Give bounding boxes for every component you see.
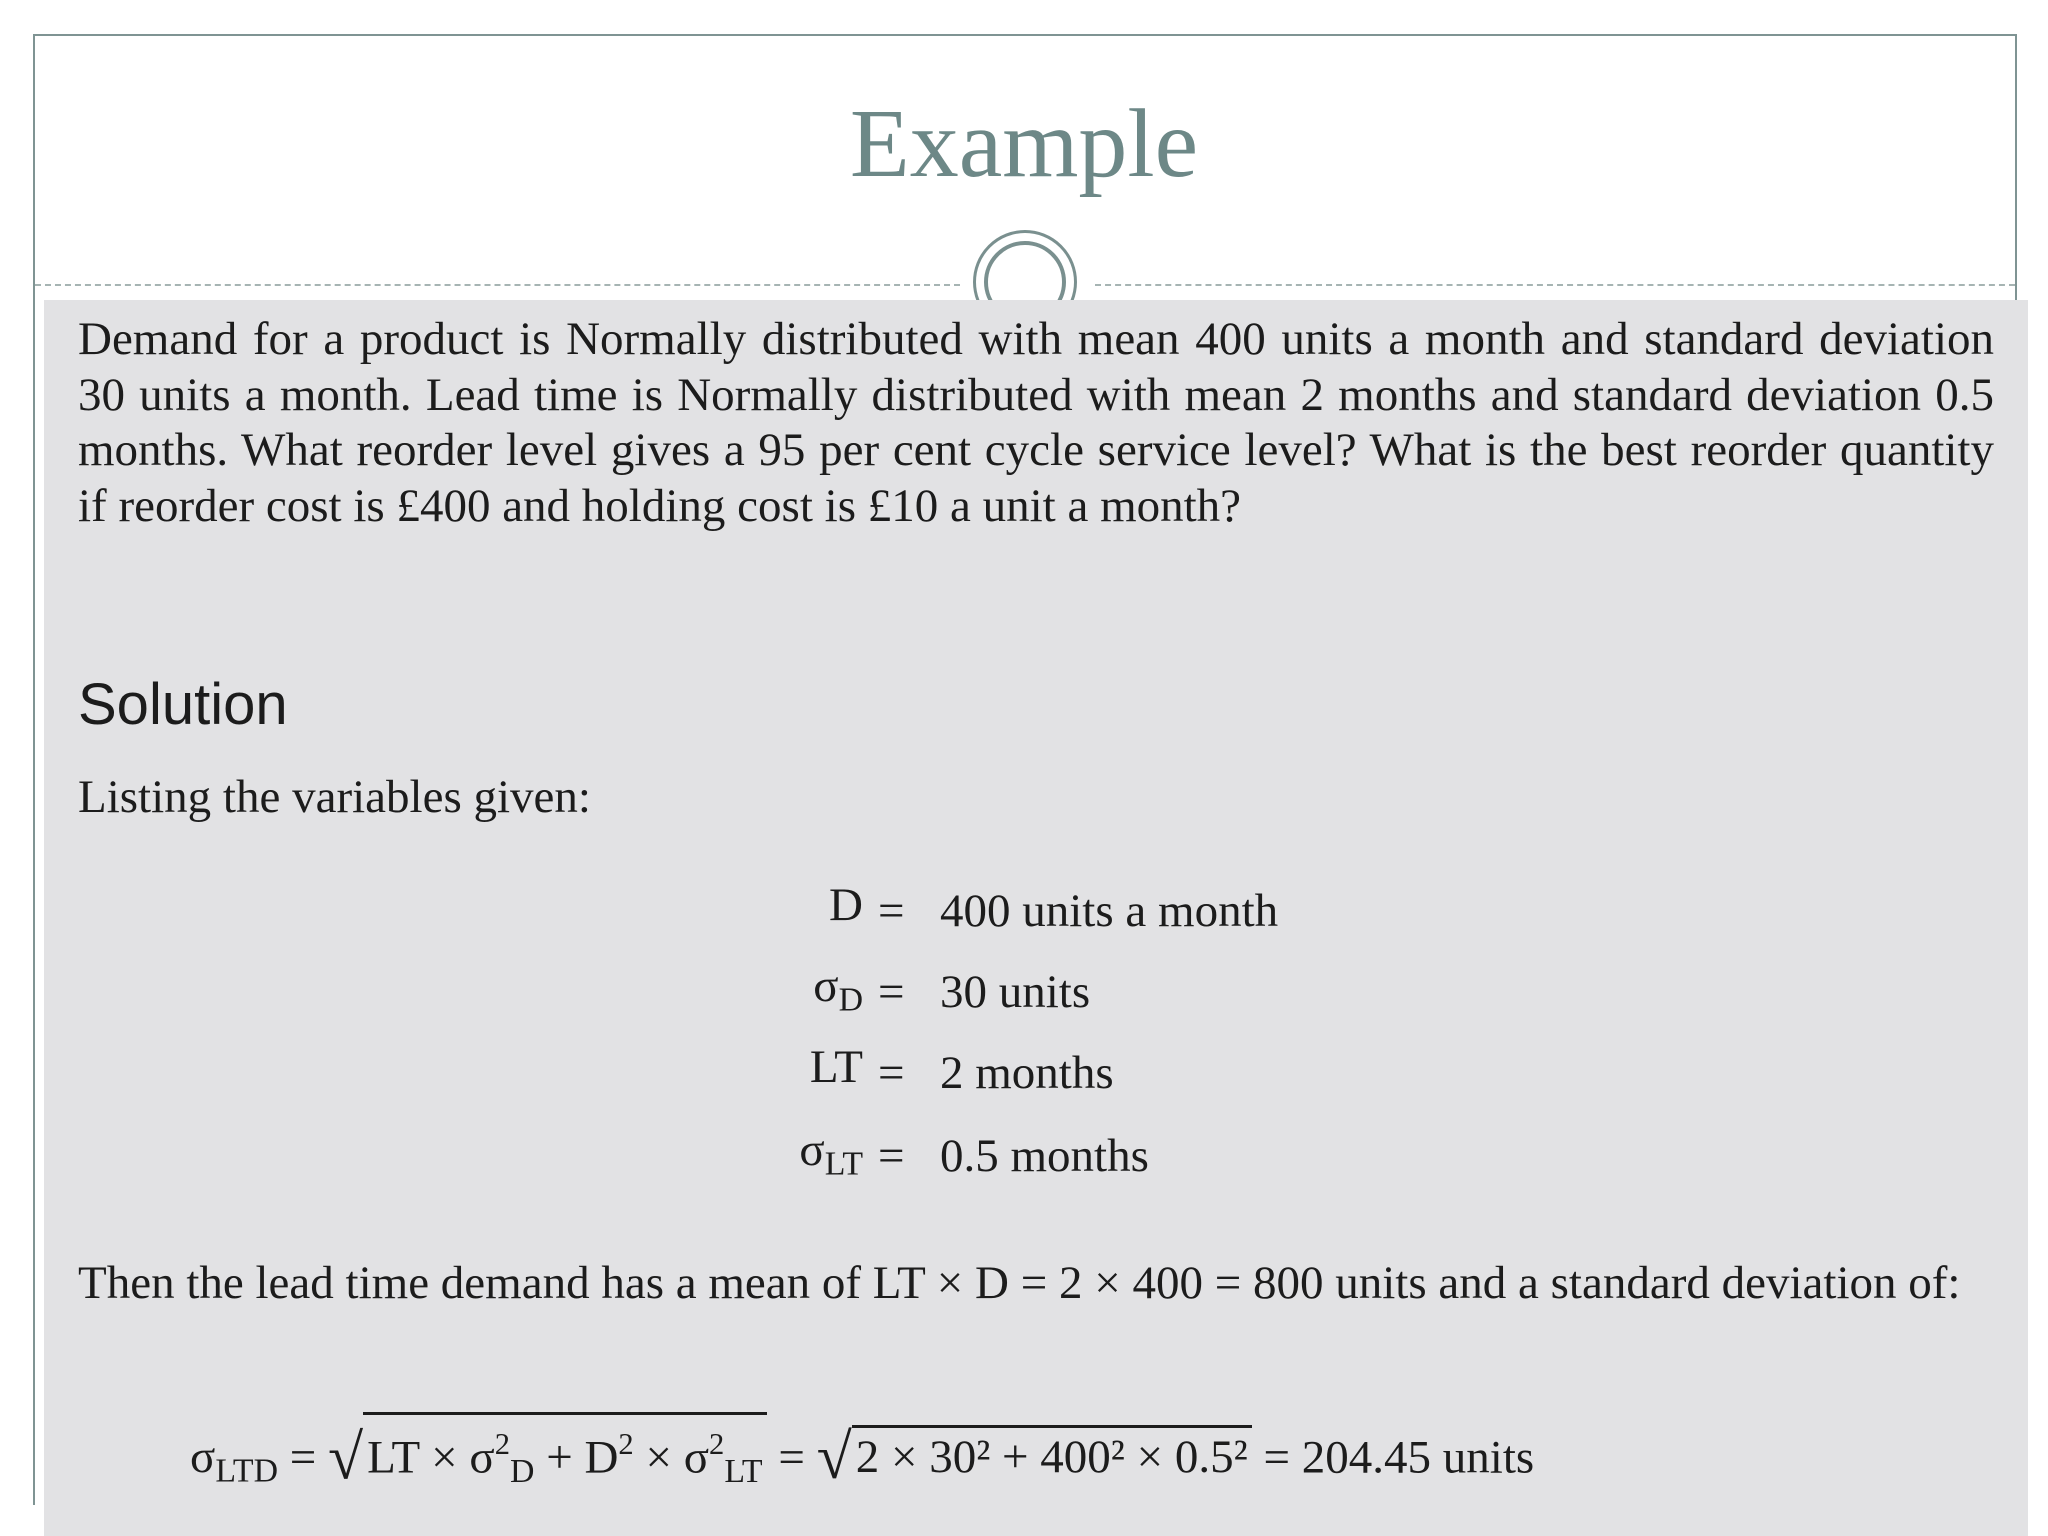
- problem-statement: Demand for a product is Normally distributed with mean 400 units a month and standard deviation 30 units a month. Lead time is Normally distributed with mean 2 months and standard deviation 0.5 months. What reorder level gives a 95 per cent cycle service level? What is the best reorder quantity if reorder cost is £400 and holding cost is £10 a unit a month?: [78, 313, 1994, 532]
- equals-sign: =: [878, 1130, 905, 1182]
- lead-time-demand-text: Then the lead time demand has a mean of LT × D = 2 × 400 = 800 units and a standard deviation of:: [78, 1257, 1961, 1309]
- variable-symbol: $\sigma_{LT}$: [799, 1123, 863, 1182]
- sqrt-icon: √: [328, 1421, 364, 1493]
- variable-row-lead-time: [0, 1042, 2048, 1112]
- variable-row-lead-time-sd: [0, 1125, 2048, 1195]
- sd-formula: [190, 1412, 1534, 1512]
- formula-lhs: $\sigma_{LTD}$: [190, 1431, 278, 1490]
- equals-sign: =: [778, 1431, 805, 1484]
- radical-numeric: √2 × 30² + 400² × 0.5²: [817, 1417, 1252, 1497]
- variable-symbol: $\sigma_D$: [813, 959, 863, 1018]
- variable-value: 30 units: [940, 966, 1091, 1018]
- variable-value: 0.5 months: [940, 1130, 1149, 1182]
- equals-sign: =: [878, 885, 905, 937]
- title-divider-right: [1095, 284, 2015, 286]
- solution-heading: Solution: [78, 672, 288, 737]
- variable-symbol: D: [829, 878, 863, 931]
- equals-sign: =: [878, 966, 905, 1018]
- equals-sign: =: [878, 1047, 905, 1099]
- title-divider-left: [35, 284, 960, 286]
- slide-title: Example: [849, 90, 1199, 198]
- equals-sign: =: [289, 1431, 317, 1484]
- variable-symbol: LT: [809, 1040, 863, 1093]
- variable-row-demand-sd: [0, 961, 2048, 1031]
- variable-value: 400 units a month: [940, 885, 1279, 937]
- variable-row-demand: [0, 880, 2048, 950]
- sqrt-icon: √: [816, 1421, 852, 1493]
- listing-intro: Listing the variables given:: [78, 771, 591, 823]
- variable-value: 2 months: [940, 1047, 1114, 1099]
- formula-result: = 204.45 units: [1263, 1431, 1535, 1484]
- radical-symbolic: $√LT \times \sigma^2_D + D^2 \times \sigma^2_{LT}$: [328, 1412, 767, 1501]
